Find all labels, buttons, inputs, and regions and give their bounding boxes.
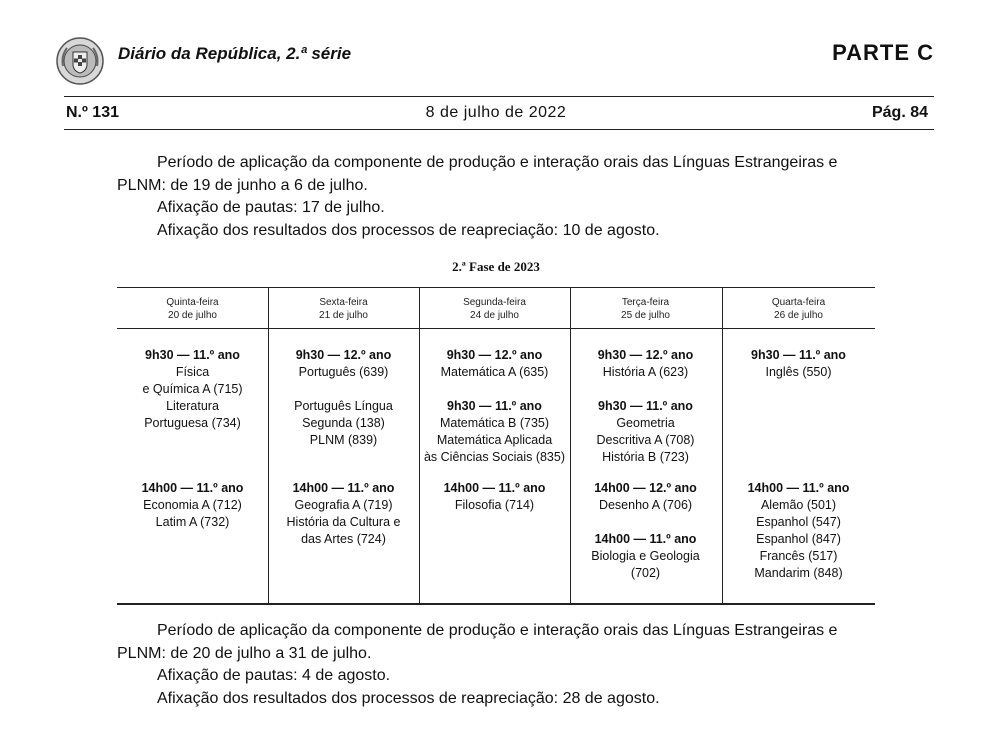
column-header [268,296,419,322]
outro-line-1: Período de aplicação da componente de produção e interação orais das Línguas Estrangeiras e PLNM: de 20 de julho a 31 de julho. [117,622,838,662]
exam-item: Matemática Aplicada [436,433,553,447]
table-column [117,287,268,529]
session-time: 14h00 — 11.º ano [292,481,395,495]
exam-item: Matemática A (635) [440,365,549,379]
session-time: 14h00 — 12.º ano [594,481,697,495]
exam-item: Alemão (501) [760,498,837,512]
header-bottom-rule [64,129,934,130]
exam-item: Geografia A (719) [294,498,393,512]
table-column [419,287,570,512]
session-time: 9h30 — 12.º ano [295,348,392,362]
afternoon-session [268,480,419,548]
table-column [722,287,875,580]
intro-line-3: Afixação dos resultados dos processos de reapreciação: 10 de agosto. [157,221,660,239]
exam-item: Inglês (550) [765,365,832,379]
exam-item: Português (639) [298,365,389,379]
morning-session [722,347,875,381]
session-time: 14h00 — 11.º ano [141,481,244,495]
exam-item: História B (723) [602,450,689,464]
afternoon-session [117,480,268,531]
table-title: 2.ª Fase de 2023 [452,259,540,274]
exam-item: Portuguesa (734) [144,416,241,430]
exam-item: Descritiva A (708) [596,433,695,447]
exam-schedule-table [117,287,875,605]
session-time: 14h00 — 11.º ano [443,481,546,495]
afternoon-session [570,480,721,582]
exam-item: História da Cultura e [286,515,401,529]
column-day: Segunda-feira [463,297,526,308]
morning-session [117,347,268,432]
outro-line-2: Afixação de pautas: 4 de agosto. [157,667,391,684]
column-header [722,296,875,322]
exam-item: Biologia e Geologia [591,549,700,563]
table-header-rule [117,328,875,329]
table-column [268,287,419,546]
afternoon-session [722,480,875,582]
spacer [570,514,721,531]
exam-item: (702) [630,566,661,580]
session-time: 9h30 — 12.º ano [597,348,694,362]
column-header [117,296,268,322]
spacer [419,381,570,398]
table-bottom-rule [117,603,875,605]
exam-item: Matemática B (735) [439,416,550,430]
exam-item: das Artes (724) [301,532,386,546]
column-day: Quinta-feira [166,297,219,308]
table-column [570,287,721,580]
morning-session [570,347,721,466]
exam-item: Segunda (138) [302,416,385,430]
exam-item: Latim A (732) [155,515,230,529]
outro-text [117,620,877,710]
spacer [268,381,419,398]
column-day: Sexta-feira [319,297,368,308]
column-day: Quarta-feira [771,297,826,308]
column-day: Terça-feira [621,297,670,308]
column-date: 20 de julho [168,310,217,321]
session-time: 9h30 — 12.º ano [446,348,543,362]
intro-line-2: Afixação de pautas: 17 de julho. [157,199,385,216]
intro-line-1: Período de aplicação da componente de produção e interação orais das Línguas Estrangeiras e PLNM: de 19 de junho a 6 de julho. [117,154,838,194]
exam-item: Filosofia (714) [454,498,535,512]
part-label: PARTE C [832,40,934,65]
afternoon-session [419,480,570,514]
coat-of-arms-emblem [55,36,105,86]
column-header [419,296,570,322]
column-date: 26 de julho [774,310,823,321]
column-date: 21 de julho [319,310,368,321]
column-header [570,296,721,322]
header-top-rule [64,96,934,97]
exam-item: Economia A (712) [143,498,242,512]
exam-item: Geometria [616,416,675,430]
session-time: 14h00 — 11.º ano [594,532,697,546]
exam-item: Física [175,365,210,379]
intro-text [117,152,877,242]
outro-line-3: Afixação dos resultados dos processos de reapreciação: 28 de agosto. [157,689,660,707]
exam-item: Mandarim (848) [754,566,843,580]
exam-item: Espanhol (847) [756,532,841,546]
morning-session [268,347,419,449]
exam-item: Francês (517) [759,549,838,563]
session-time: 9h30 — 11.º ano [447,399,542,413]
exam-item: e Química A (715) [142,382,243,396]
exam-item: Português Língua [294,399,393,413]
issue-date: 8 de julho de 2022 [425,104,567,121]
spacer [570,381,721,398]
exam-item: às Ciências Sociais (835) [423,450,566,464]
column-date: 24 de julho [470,310,519,321]
issue-number: N.º 131 [66,104,119,121]
session-time: 9h30 — 11.º ano [145,348,240,362]
session-time: 14h00 — 11.º ano [747,481,850,495]
exam-item: Desenho A (706) [598,498,693,512]
morning-session [419,347,570,466]
session-time: 9h30 — 11.º ano [751,348,846,362]
exam-item: História A (623) [602,365,689,379]
page-number: Pág. 84 [871,104,928,121]
exam-item: Espanhol (547) [756,515,841,529]
column-date: 25 de julho [621,310,670,321]
exam-item: Literatura [166,399,219,413]
session-time: 9h30 — 11.º ano [598,399,693,413]
exam-item: PLNM (839) [309,433,378,447]
publication-title: Diário da República, 2.ª série [118,44,352,63]
